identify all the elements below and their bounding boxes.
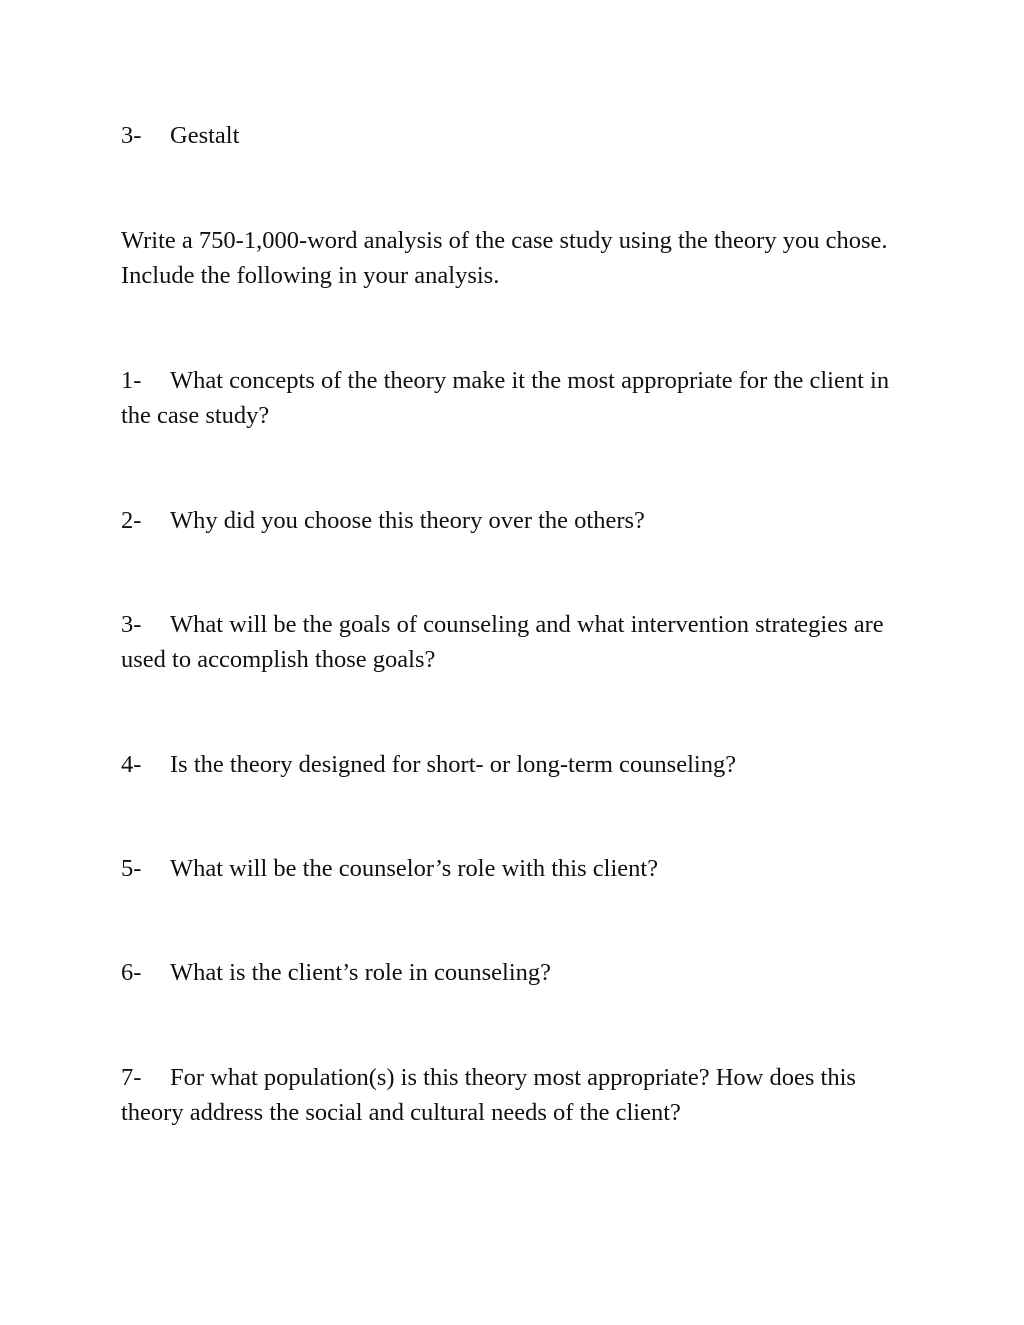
question-item	[121, 955, 901, 990]
question-number: 7-	[121, 1064, 142, 1091]
question-item	[121, 503, 901, 538]
question-text: What will be the goals of counseling and what intervention strategies are used to accomplish those goals?	[121, 611, 884, 673]
question-number: 2-	[121, 507, 142, 534]
question-text: Why did you choose this theory over the others?	[170, 507, 645, 534]
heading-text: Gestalt	[170, 122, 240, 149]
question-number: 1-	[121, 367, 142, 394]
question-text: What is the client’s role in counseling?	[170, 959, 552, 986]
question-item	[121, 851, 901, 886]
question-text: What concepts of the theory make it the most appropriate for the client in the case study?	[121, 367, 890, 429]
theory-heading	[121, 118, 901, 153]
question-item	[121, 363, 901, 433]
question-text: For what population(s) is this theory most appropriate? How does this theory address the social and cultural needs of the client?	[121, 1064, 856, 1126]
question-text: Is the theory designed for short- or long-term counseling?	[170, 751, 737, 778]
assignment-instructions: Write a 750-1,000-word analysis of the case study using the theory you chose. Include the following in your analysis.	[121, 227, 888, 289]
question-text: What will be the counselor’s role with this client?	[170, 855, 659, 882]
question-item	[121, 1060, 901, 1130]
question-number: 4-	[121, 751, 142, 778]
heading-number: 3-	[121, 122, 142, 149]
question-number: 3-	[121, 611, 142, 638]
question-number: 5-	[121, 855, 142, 882]
question-item	[121, 607, 901, 677]
question-item	[121, 747, 901, 782]
question-number: 6-	[121, 959, 142, 986]
